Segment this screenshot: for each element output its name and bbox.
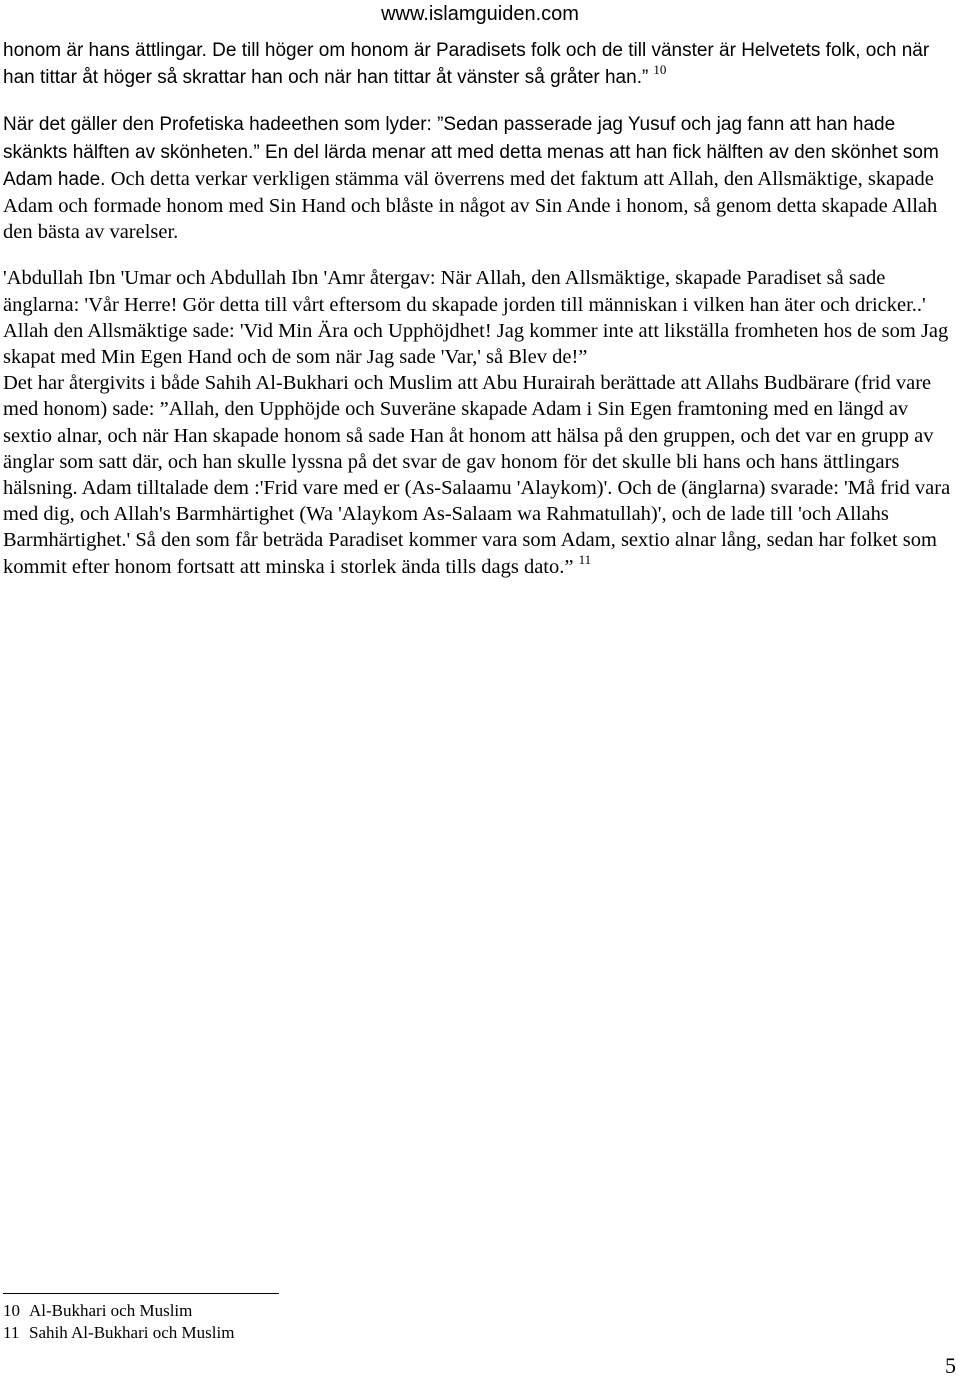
paragraph-2-note: En del lärda menar att med detta menas att han fick hälften av den skönhet som Adam hade. <box>3 141 939 190</box>
document-body <box>3 37 956 580</box>
footnote-divider <box>3 1293 279 1294</box>
footnotes <box>3 1300 234 1344</box>
footnote-item <box>3 1322 234 1344</box>
footnote-ref-11: 11 <box>578 551 592 567</box>
footnote-text: Al-Bukhari och Muslim <box>29 1301 193 1320</box>
page-header <box>0 2 960 26</box>
footnote-number: 11 <box>3 1323 20 1342</box>
paragraph-4-text: Det har återgivits i både Sahih Al-Bukhari och Muslim att Abu Hurairah berättade att Allahs Budbärare (frid vare med honom) sade: ”Allah, den Upphöjde och Suveräne skapade Adam i Sin Egen framtoning med en längd av sextio alnar, och när Han skapade honom så sade Han åt honom att hälsa på den gruppen, och det var en grupp av änglar som satt där, och han skulle lyssna på det svar de gav honom för det skulle bli hans och hans ättlingars hälsning. Adam tilltalade dem :'Frid vare med er (As-Salaamu 'Alaykom)'. Och de (änglarna) svarade: 'Må frid vara med dig, och Allah's Barmhärtighet (Wa 'Alaykom As-Salaam wa Rahmatullah)', och de lade till 'och Allahs Barmhärtighet.' Så den som får beträda Paradiset kommer vara som Adam, sextio alnar lång, sedan har folket som kommit efter honom fortsatt att minska i storlek ända tills dags dato.” <box>3 372 951 578</box>
footnote-number: 10 <box>3 1301 20 1320</box>
paragraph-4 <box>3 370 956 580</box>
paragraph-3-text: 'Abdullah Ibn 'Umar och Abdullah Ibn 'Amr återgav: När Allah, den Allsmäktige, skapade Paradiset så sade änglarna: 'Vår Herre! Gör detta till vårt eftersom du skapade jorden till människan i vilken han äter och dricker..' Allah den Allsmäktige sade: 'Vid Min Ära och Upphöjdhet! Jag kommer inte att likställa fromheten hos de som Jag skapat med Min Egen Hand och de som när Jag sade 'Var,' så Blev de!” <box>3 267 949 369</box>
paragraph-2 <box>3 111 956 245</box>
footnote-item <box>3 1300 234 1322</box>
paragraph-1 <box>3 37 956 91</box>
paragraph-3 <box>3 265 956 370</box>
paragraph-2-body: Och detta verkar verkligen stämma väl överrens med det faktum att Allah, den Allsmäktige, skapade Adam och formade honom med Sin Hand och blåste in något av Sin Ande i honom, så genom detta skapade Allah den bästa av varelser. <box>3 167 938 244</box>
footnote-ref-10: 10 <box>653 62 667 78</box>
paragraph-2-intro: När det gäller den Profetiska hadeethen som lyder: ”Sedan passerade jag Yusuf och jag fann att han hade skänkts hälften av skönheten.” <box>3 114 896 163</box>
site-url: www.islamguiden.com <box>381 3 579 25</box>
paragraph-1-text: honom är hans ättlingar. De till höger om honom är Paradisets folk och de till vänster är Helvetets folk, och när han tittar åt höger så skrattar han och när han tittar åt vänster så gråter han.” <box>3 40 930 89</box>
footnote-text: Sahih Al-Bukhari och Muslim <box>29 1323 235 1342</box>
page-number: 5 <box>945 1353 956 1378</box>
